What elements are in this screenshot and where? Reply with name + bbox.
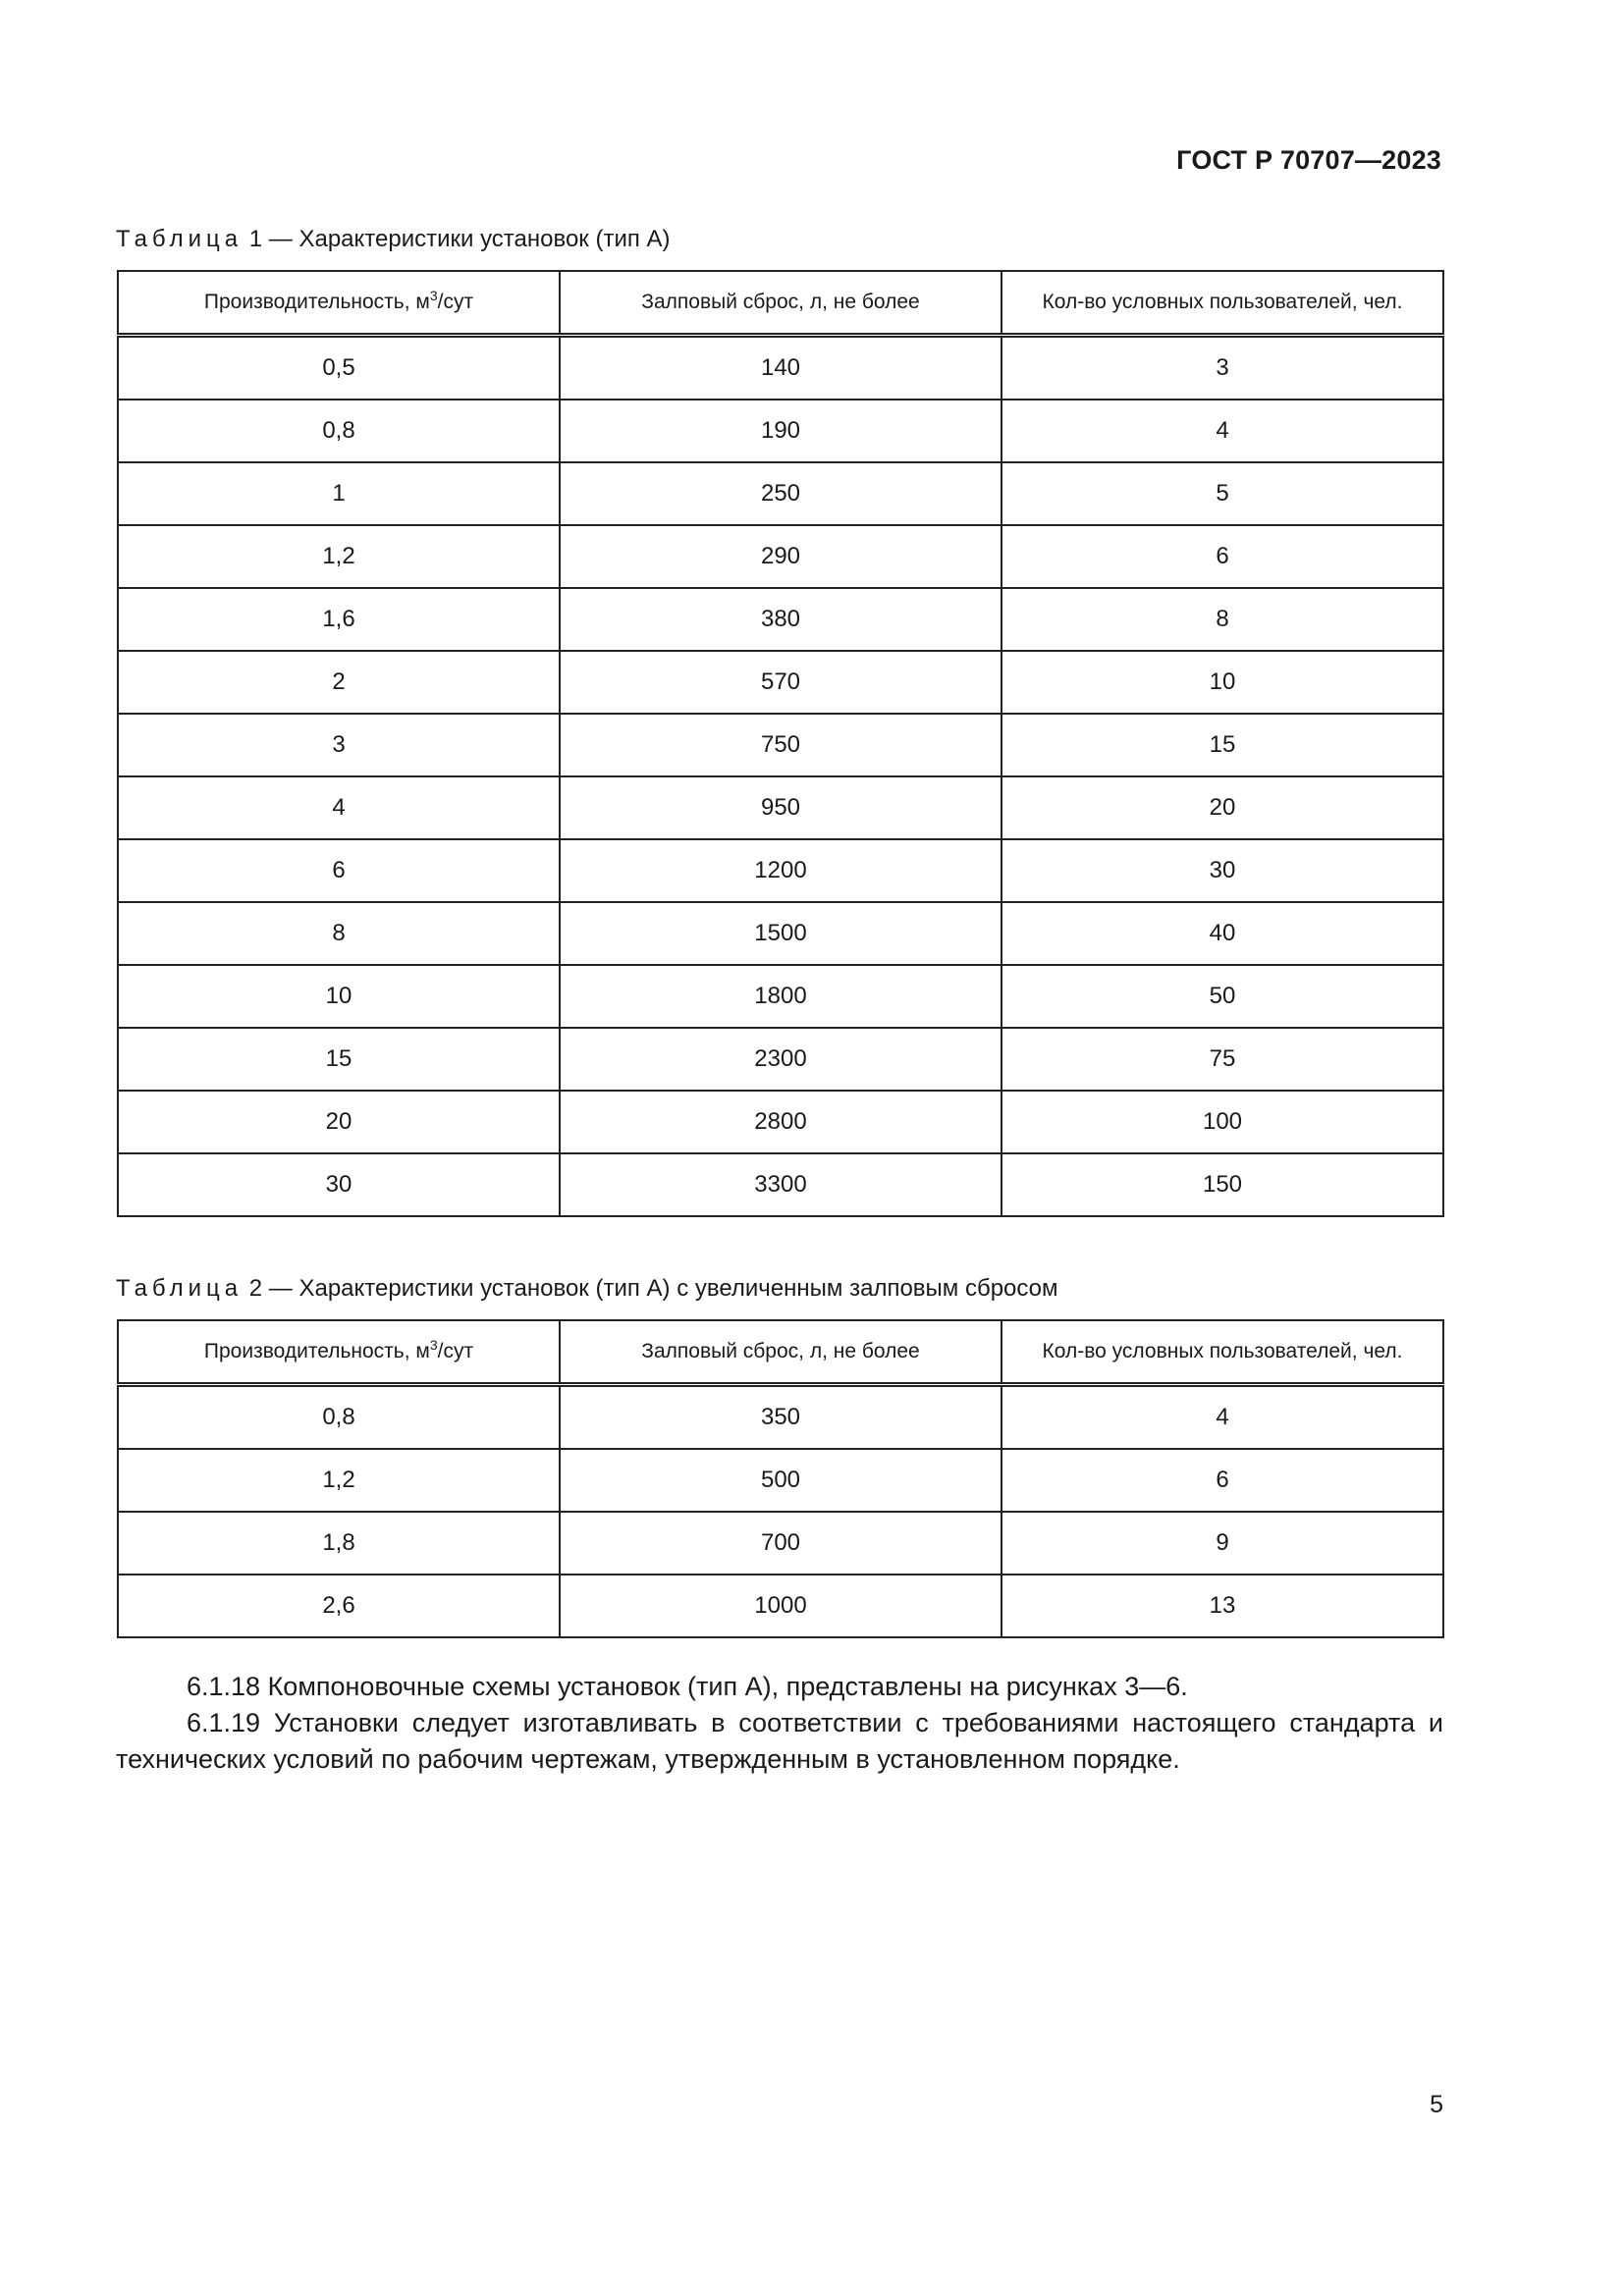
table2-row <box>118 1575 1443 1637</box>
table1-cell-capacity: 3 <box>118 714 560 776</box>
table2-row <box>118 1512 1443 1575</box>
table1-cell-discharge: 140 <box>560 336 1001 400</box>
table1-row <box>118 902 1443 965</box>
table1-cell-capacity: 2 <box>118 651 560 714</box>
table1-cell-users: 4 <box>1001 400 1443 462</box>
table1-cell-capacity: 0,5 <box>118 336 560 400</box>
table1-cell-users: 15 <box>1001 714 1443 776</box>
table2-cell-discharge: 350 <box>560 1385 1001 1450</box>
table1-cell-capacity: 6 <box>118 839 560 902</box>
table1-cell-users: 20 <box>1001 776 1443 839</box>
table1-row <box>118 1091 1443 1153</box>
table1-caption-text: 1 — Характеристики установок (тип А) <box>243 226 671 252</box>
table1-row <box>118 776 1443 839</box>
table1-row <box>118 400 1443 462</box>
table1-row <box>118 336 1443 400</box>
table1-cell-capacity: 20 <box>118 1091 560 1153</box>
table1-cell-discharge: 950 <box>560 776 1001 839</box>
table1-cell-discharge: 1500 <box>560 902 1001 965</box>
table1-cell-discharge: 1200 <box>560 839 1001 902</box>
table1-cell-users: 3 <box>1001 336 1443 400</box>
table1-header-row <box>118 271 1443 336</box>
table1-cell-users: 10 <box>1001 651 1443 714</box>
table1-cell-users: 5 <box>1001 462 1443 525</box>
table1-cell-discharge: 2800 <box>560 1091 1001 1153</box>
page-number: 5 <box>1430 2091 1443 2118</box>
table2-header-discharge: Залповый сброс, л, не более <box>560 1320 1001 1385</box>
table2-cell-discharge: 500 <box>560 1449 1001 1512</box>
table1-cell-capacity: 1,6 <box>118 588 560 651</box>
table2-header-row <box>118 1320 1443 1385</box>
table1-row <box>118 839 1443 902</box>
table1-row <box>118 588 1443 651</box>
table2-cell-users: 4 <box>1001 1385 1443 1450</box>
table2-header-users: Кол-во условных пользователей, чел. <box>1001 1320 1443 1385</box>
table1-row <box>118 651 1443 714</box>
table2-cell-discharge: 700 <box>560 1512 1001 1575</box>
paragraph-6-1-19: 6.1.19 Установки следует изготавливать в соответствии с требованиями настоящего стандарта и технических условий по рабочим чертежам, утвержденным в установленном порядке. <box>116 1708 1443 1774</box>
table1-row <box>118 1153 1443 1216</box>
table1-row <box>118 462 1443 525</box>
table1-header-discharge: Залповый сброс, л, не более <box>560 271 1001 336</box>
table1-cell-discharge: 1800 <box>560 965 1001 1028</box>
table1-cell-users: 50 <box>1001 965 1443 1028</box>
table1-cell-capacity: 8 <box>118 902 560 965</box>
table2-cell-capacity: 2,6 <box>118 1575 560 1637</box>
table2 <box>117 1319 1444 1638</box>
table2-cell-users: 13 <box>1001 1575 1443 1637</box>
table1-cell-capacity: 1 <box>118 462 560 525</box>
table1-cell-users: 100 <box>1001 1091 1443 1153</box>
table1-cell-capacity: 1,2 <box>118 525 560 588</box>
paragraph-6-1-18: 6.1.18 Компоновочные схемы установок (тип А), представлены на рисунках 3—6. <box>187 1672 1188 1701</box>
table2-cell-users: 9 <box>1001 1512 1443 1575</box>
table1-cell-discharge: 3300 <box>560 1153 1001 1216</box>
table2-row <box>118 1385 1443 1450</box>
table1-cell-users: 75 <box>1001 1028 1443 1091</box>
table1-caption <box>116 226 671 253</box>
table1-cell-discharge: 190 <box>560 400 1001 462</box>
body-text <box>116 1669 1443 1778</box>
table2-cell-capacity: 0,8 <box>118 1385 560 1450</box>
table1-cell-capacity: 10 <box>118 965 560 1028</box>
table2-caption-word: Таблица <box>116 1275 244 1302</box>
table1-cell-discharge: 2300 <box>560 1028 1001 1091</box>
table1-cell-users: 40 <box>1001 902 1443 965</box>
table1-header-capacity: Производительность, $м^3$/сут <box>118 271 560 336</box>
table1-cell-capacity: 15 <box>118 1028 560 1091</box>
table2-cell-users: 6 <box>1001 1449 1443 1512</box>
table2-cell-capacity: 1,8 <box>118 1512 560 1575</box>
table1-cell-discharge: 380 <box>560 588 1001 651</box>
table1-cell-discharge: 290 <box>560 525 1001 588</box>
table1-cell-users: 150 <box>1001 1153 1443 1216</box>
table2-row <box>118 1449 1443 1512</box>
table1-row <box>118 525 1443 588</box>
table1-cell-users: 6 <box>1001 525 1443 588</box>
table1-cell-discharge: 250 <box>560 462 1001 525</box>
table1-cell-users: 8 <box>1001 588 1443 651</box>
table1-cell-capacity: 0,8 <box>118 400 560 462</box>
table1-row <box>118 714 1443 776</box>
table1-cell-capacity: 30 <box>118 1153 560 1216</box>
table1 <box>117 270 1444 1217</box>
document-number: ГОСТ Р 70707—2023 <box>1176 145 1441 175</box>
table1-cell-discharge: 570 <box>560 651 1001 714</box>
table2-caption <box>116 1275 1058 1303</box>
table1-cell-users: 30 <box>1001 839 1443 902</box>
table2-header-capacity: Производительность, $м^3$/сут <box>118 1320 560 1385</box>
table2-cell-capacity: 1,2 <box>118 1449 560 1512</box>
table1-row <box>118 965 1443 1028</box>
table2-cell-discharge: 1000 <box>560 1575 1001 1637</box>
table2-caption-text: 2 — Характеристики установок (тип А) с увеличенным залповым сбросом <box>243 1275 1058 1302</box>
table1-caption-word: Таблица <box>116 226 244 252</box>
table1-cell-discharge: 750 <box>560 714 1001 776</box>
table1-cell-capacity: 4 <box>118 776 560 839</box>
table1-row <box>118 1028 1443 1091</box>
table1-header-users: Кол-во условных пользователей, чел. <box>1001 271 1443 336</box>
